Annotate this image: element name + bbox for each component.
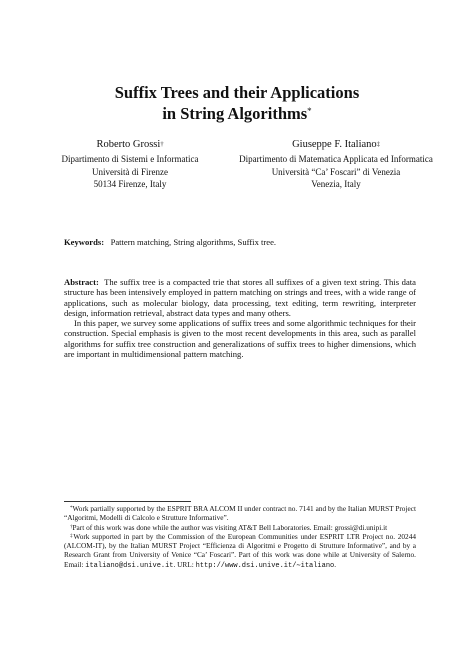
affiliation-line: Dipartimento di Sistemi e Informatica	[61, 154, 199, 164]
abstract-paragraph	[64, 277, 416, 318]
footnote-mark: ‡	[70, 533, 74, 539]
author-block-italiano	[236, 138, 436, 191]
affiliation-line: Venezia, Italy	[311, 179, 361, 189]
homepage-url[interactable]: http://www.dsi.unive.it/∼italiano	[195, 561, 335, 570]
email-address[interactable]: italiano@dsi.unive.it	[85, 561, 174, 570]
author-footnote-mark: ‡	[376, 141, 380, 148]
footnote-rule	[64, 501, 191, 502]
footnotes-section	[64, 504, 416, 571]
author-name-text: Giuseppe F. Italiano	[292, 139, 377, 150]
title-line-2-text: in String Algorithms	[162, 104, 308, 123]
footnote-end: .	[334, 559, 337, 569]
abstract-section	[64, 277, 416, 359]
keywords-label: Keywords:	[64, 237, 105, 247]
footnote-text: Work partially supported by the ESPRIT BRA ALCOM II under contract no. 7141 and by the Italian MURST Project “Algoritmi, Modelli di Calcolo e Strutture Informative”.	[64, 504, 416, 523]
footnote	[64, 523, 416, 532]
footnote-text: Part of this work was done while the author was visiting AT&T Bell Laboratories. Email: grossi@di.unipi.it	[72, 522, 388, 532]
keywords-section	[64, 237, 424, 248]
footnote-mark: †	[70, 524, 73, 530]
author-block-grossi	[50, 138, 210, 191]
keywords-text: Pattern matching, String algorithms, Suffix tree.	[110, 237, 277, 247]
affiliation-line: Università “Ca’ Foscari” di Venezia	[271, 166, 401, 177]
author-footnote-mark: †	[160, 141, 164, 148]
abstract-p2: In this paper, we survey some applications of suffix trees and some algorithmic techniques for their construction. Special emphasis is given to the most recent developments in this area, such as parallel algorithms for suffix tree construction and generalizations of suffix trees to higher dimensions, which are important in multidimensional pattern matching.	[64, 318, 416, 360]
url-label: . URL:	[173, 559, 196, 569]
abstract-paragraph	[64, 318, 416, 359]
title-line-1: Suffix Trees and their Applications	[114, 83, 360, 102]
footnote-text: Work supported in part by the Commission of the European Communities under ESPRIT LTR Project no. 20244 (ALCOM-IT), by the Italian MURST Project “Efficienza di Algoritmi e Progetto di Strutture Informative”, and by a Research Grant from University of Venice “Ca’ Foscari”. Part of this work was done while at University of Salerno. Email:	[64, 531, 416, 569]
author-name	[50, 138, 210, 152]
title-line-2	[0, 103, 474, 124]
author-name-text: Roberto Grossi	[96, 139, 161, 150]
footnote-mark: *	[70, 506, 73, 511]
affiliation-line: Università di Firenze	[92, 166, 168, 177]
abstract-p1: The suffix tree is a compacted trie that stores all suffixes of a given text string. This data structure has been intensively employed in pattern matching on strings and trees, with a wide range of applications, such as molecular biology, data processing, text editing, term rewriting, interpreter design, information retrieval, abstract data types and many others.	[64, 277, 416, 318]
abstract-label: Abstract:	[64, 277, 99, 287]
footnote	[64, 504, 416, 523]
footnote	[64, 532, 416, 571]
affiliation-line: 50134 Firenze, Italy	[93, 179, 167, 189]
title-footnote-mark: *	[307, 106, 312, 116]
paper-title	[0, 82, 474, 124]
affiliation-line: Dipartimento di Matematica Applicata ed Informatica	[239, 154, 433, 164]
author-name	[236, 138, 436, 152]
